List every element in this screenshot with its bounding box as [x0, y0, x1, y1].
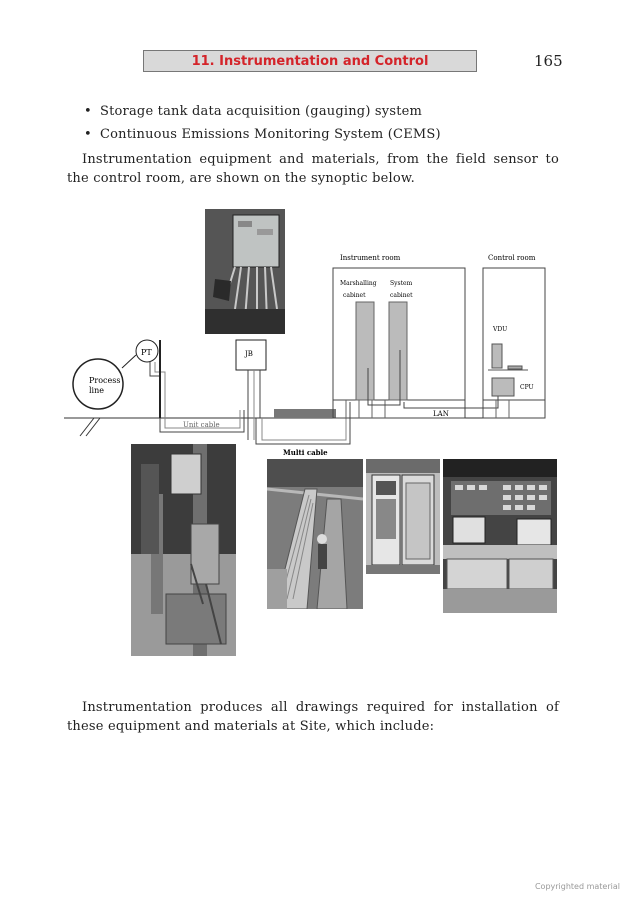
instrument-room-label: Instrument room: [340, 254, 401, 262]
copyright-footer: Copyrighted material: [534, 882, 620, 891]
process-line-label-1: Process: [89, 376, 121, 385]
multi-cable-label: Multi cable: [283, 448, 328, 457]
jb-label: JB: [245, 350, 253, 358]
chapter-title: 11. Instrumentation and Control: [191, 53, 429, 69]
bullet-icon: •: [84, 104, 92, 119]
page-number: 165: [534, 52, 563, 70]
vdu-label: VDU: [493, 326, 508, 333]
control-room-label: Control room: [488, 254, 536, 262]
bullet-text: Storage tank data acquisition (gauging) system: [100, 104, 423, 119]
bullet-icon: •: [84, 127, 92, 142]
system-cabinet: [389, 302, 407, 400]
unit-cable-label: Unit cable: [183, 421, 220, 429]
intro-paragraph: Instrumentation equipment and materials, from the field sensor to the control room, are shown on the synoptic below.: [67, 152, 559, 186]
marshalling-cabinet: [356, 302, 374, 400]
vdu-screen: [492, 344, 502, 368]
cable-trench: [274, 409, 336, 418]
marshalling-label-1: Marshalling: [340, 280, 377, 287]
pt-label: PT: [141, 348, 152, 357]
cpu-label: CPU: [520, 384, 534, 391]
closing-paragraph: Instrumentation produces all drawings required for installation of these equipment and materials at Site, which include:: [67, 700, 559, 734]
cpu-unit: [492, 378, 514, 396]
system-label-2: cabinet: [390, 292, 413, 299]
lan-label: LAN: [433, 410, 449, 418]
marshalling-label-2: cabinet: [343, 292, 366, 299]
process-line-label-2: line: [89, 386, 105, 395]
system-label-1: System: [390, 280, 413, 287]
bullet-text: Continuous Emissions Monitoring System (CEMS): [100, 127, 441, 142]
